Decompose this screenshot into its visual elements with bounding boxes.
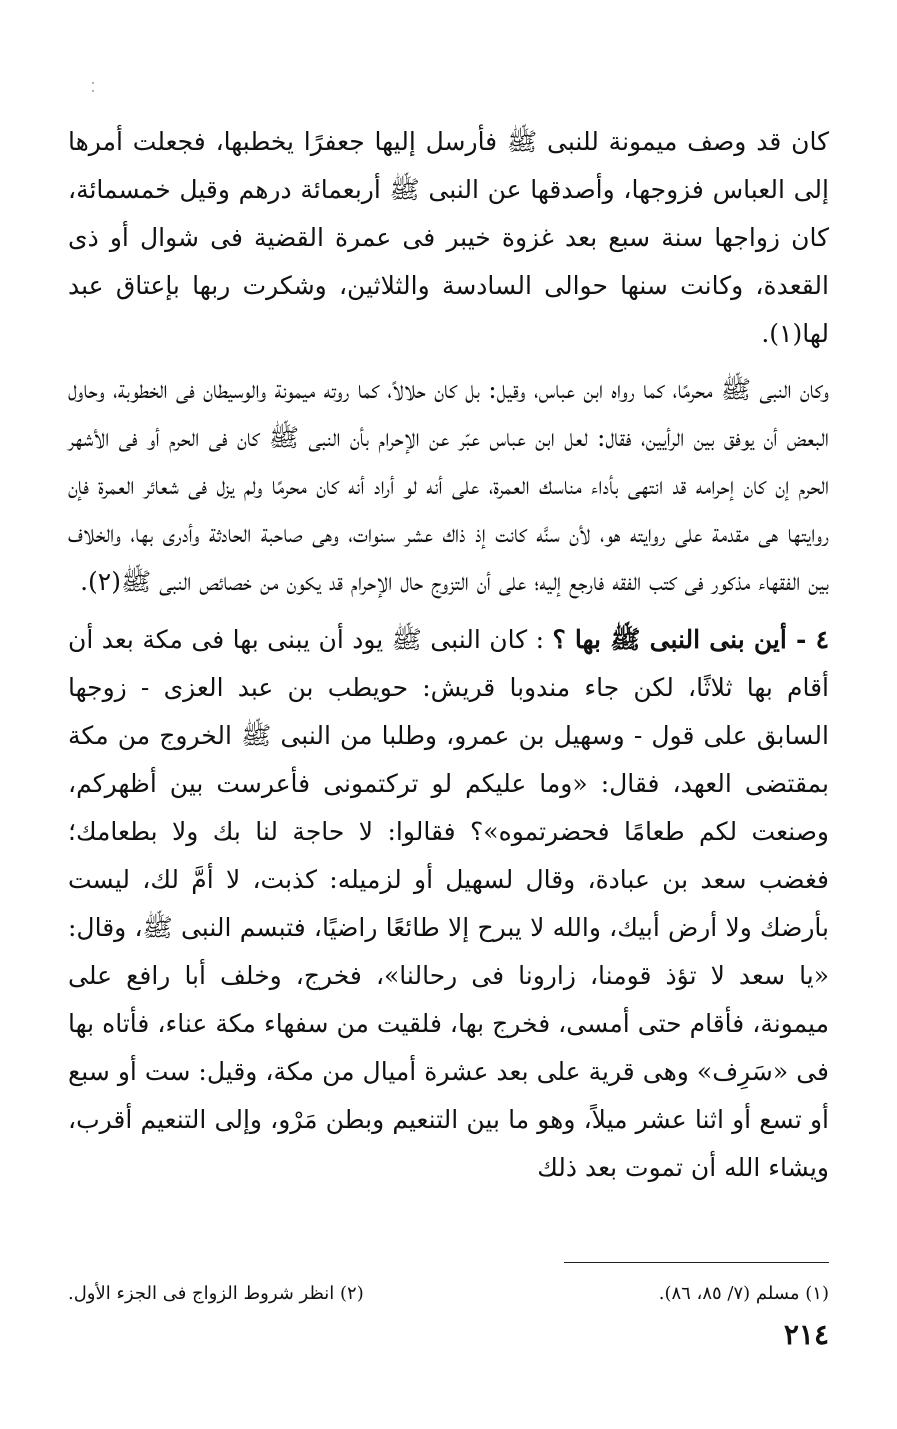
- footnote-2: (٢) انظر شروط الزواج فى الجزء الأول.: [68, 1283, 364, 1304]
- paragraph-section-4: [68, 616, 829, 1192]
- footnote-divider: [564, 1262, 829, 1263]
- paragraph-1: كان قد وصف ميمونة للنبى ﷺ فأرسل إليها جعفرًا يخطبها، فجعلت أمرها إلى العباس فزوجها، وأصدقها عن النبى ﷺ أربعمائة درهم وقيل خمسمائة، كان زواجها سنة سبع بعد غزوة خيبر فى عمرة القضية فى شوال أو ذى القعدة، وكانت سنها حوالى السادسة والثلاثين، وشكرت ربها بإعتاق عبد لها(١).: [68, 127, 829, 348]
- page-number: ٢١٤: [783, 1318, 829, 1351]
- scan-speck: [92, 82, 96, 102]
- paragraph-2: وكان النبى ﷺ محرمًا، كما رواه ابن عباس، وقيل: بل كان حلالاً، كما روته ميمونة والوسيطان فى الخطوبة، وحاول البعض أن يوفق بين الرأيين، فقال: لعل ابن عباس عبّر عن الإحرام بأن النبى ﷺ كان فى الحرم أو فى الأشهر الحرم إن كان إحرامه قد انتهى بأداء مناسك العمرة، على أنه لو أراد أنه كان محرمًا ولم يزل فى شعائر العمرة فإن روايتها هى مقدمة على روايته هو، لأن سنَّه كانت إذ ذاك عشر سنوات، وهى صاحبة الحادثة وأدرى بها، والخلاف بين الفقهاء مذكور فى كتب الفقه فارجع إليه؛ على أن التزوج حال الإحرام قد يكون من خصائص النبى ﷺ(٢).: [68, 375, 829, 596]
- section-body: : كان النبى ﷺ يود أن يبنى بها فى مكة بعد أن أقام بها ثلاثًا، لكن جاء مندوبا قريش: حويطب بن عبد العزى - زوجها السابق على قول - وسهيل بن عمرو، وطلبا من النبى ﷺ الخروج من مكة بمقتضى العهد، فقال: «وما عليكم لو تركتمونى فأعرست بين أظهركم، وصنعت لكم طعامًا فحضرتموه»؟ فقالوا: لا حاجة لنا بك ولا بطعامك؛ فغضب سعد بن عبادة، وقال لسهيل أو لزميله: كذبت، لا أمَّ لك، ليست بأرضك ولا أرض أبيك، والله لا يبرح إلا طائعًا راضيًا، فتبسم النبى ﷺ، وقال: «يا سعد لا تؤذ قومنا، زارونا فى رحالنا»، فخرج، وخلف أبا رافع على ميمونة، فأقام حتى أمسى، فخرج بها، فلقيت من سفهاء مكة عناء، فأتاه بها فى «سَرِف» وهى قرية على بعد عشرة أميال من مكة، وقيل: ست أو سبع أو تسع أو اثنا عشر ميلاً، وهو ما بين التنعيم وبطن مَرْو، وإلى التنعيم أقرب، ويشاء الله أن تموت بعد ذلك: [68, 625, 829, 1182]
- section-heading: ٤ - أين بنى النبى ﷺ بها ؟: [552, 625, 829, 654]
- footnotes: [68, 1280, 829, 1308]
- footnote-1: (١) مسلم (٧/ ٨٥، ٨٦).: [658, 1283, 829, 1304]
